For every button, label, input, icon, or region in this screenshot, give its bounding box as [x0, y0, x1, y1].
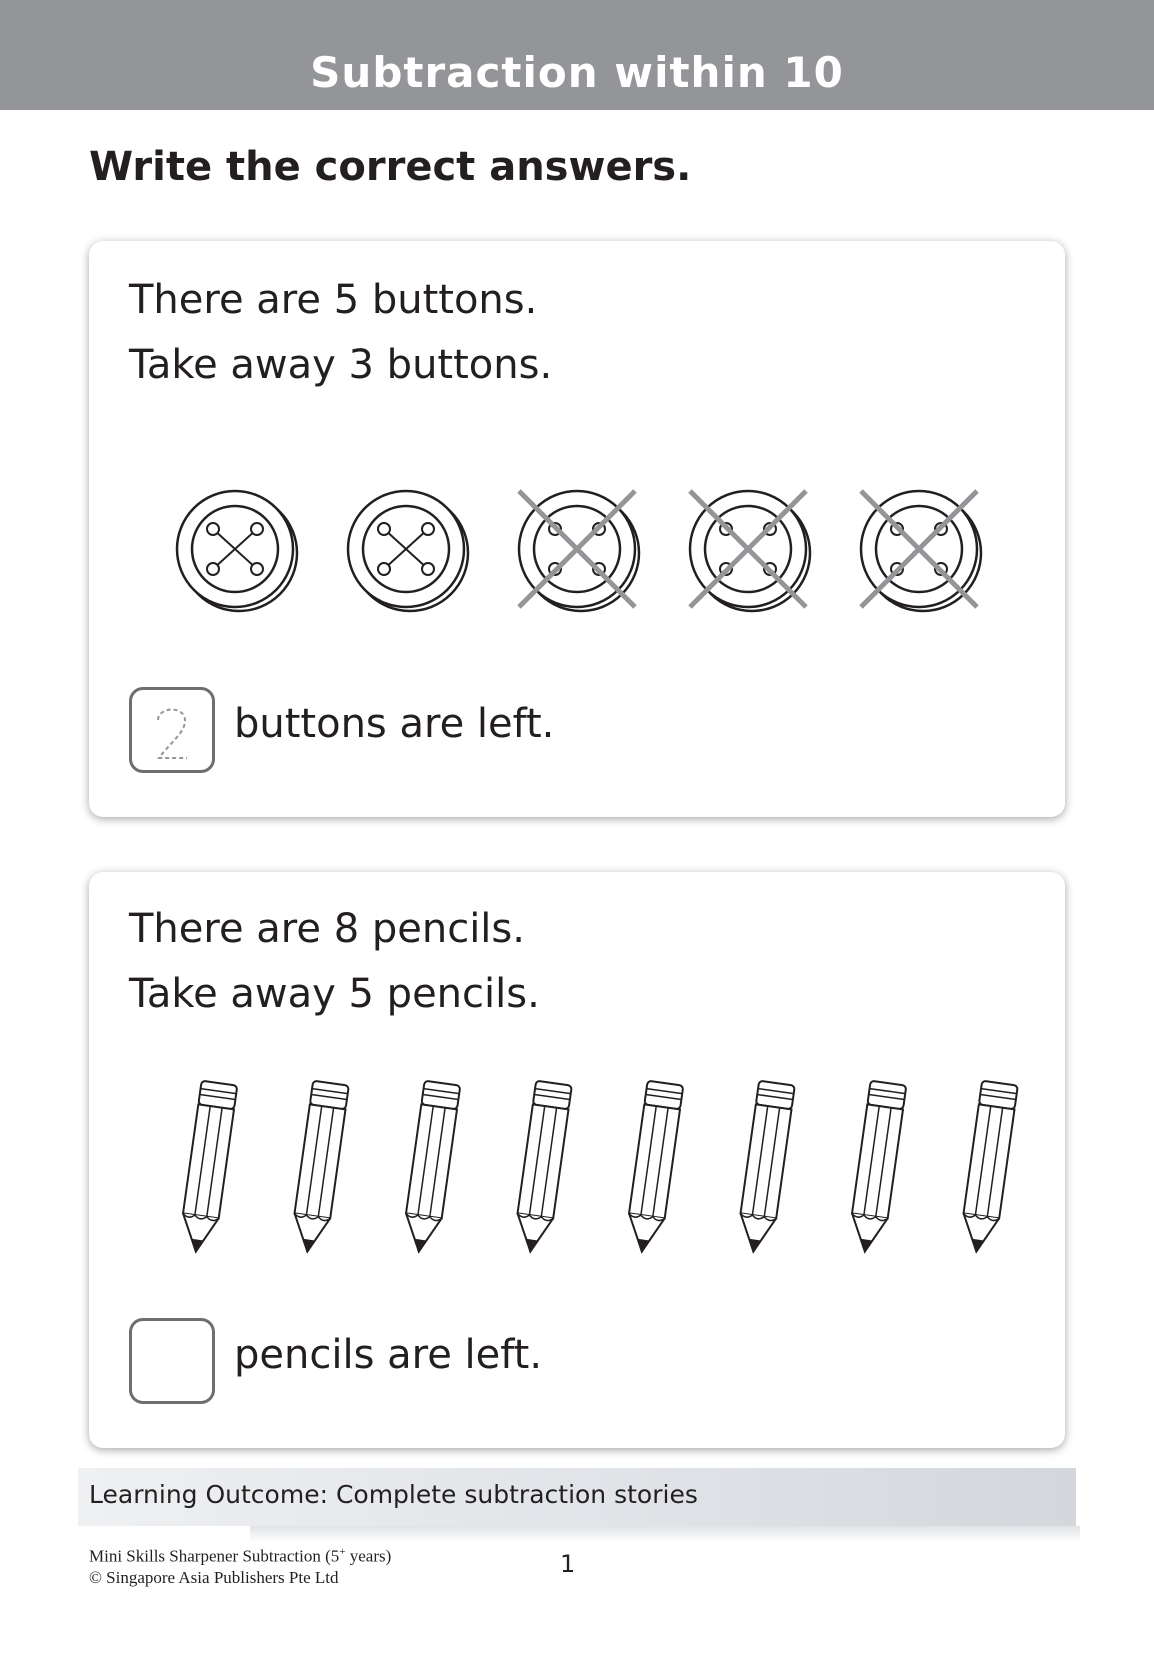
traced-number-2-icon: [132, 690, 212, 770]
button-icon: [348, 491, 468, 611]
page-title: Subtraction within 10: [310, 48, 844, 97]
learning-outcome: Learning Outcome: Complete subtraction stories: [89, 1480, 698, 1509]
page-number: 1: [560, 1550, 576, 1578]
question-card-pencils: [89, 872, 1065, 1448]
answer-box-pencils[interactable]: [129, 1318, 215, 1404]
button-icon: [861, 491, 981, 611]
button-icon: [177, 491, 297, 611]
button-icon: [690, 491, 810, 611]
pencil-icon: [178, 1081, 238, 1256]
question-line-2: Take away 3 buttons.: [129, 342, 553, 388]
book-title-end: years): [345, 1546, 392, 1566]
answer-suffix: buttons are left.: [234, 701, 555, 747]
answer-value: 2: [171, 745, 173, 746]
question-line-1: There are 8 pencils.: [129, 906, 525, 952]
answer-box-buttons[interactable]: [129, 687, 215, 773]
pencil-icon: [289, 1081, 349, 1256]
book-title: [89, 1546, 391, 1567]
pencil-icon: [847, 1081, 907, 1256]
book-title-text: Mini Skills Sharpener Subtraction (5: [89, 1546, 340, 1566]
answer-suffix: pencils are left.: [234, 1332, 543, 1378]
pencil-icon: [401, 1081, 461, 1256]
pencil-icon: [512, 1081, 572, 1256]
pencil-icon: [624, 1081, 684, 1256]
pencils-illustration: [89, 1072, 1065, 1272]
book-title-sup: +: [339, 1546, 346, 1558]
question-line-2: Take away 5 pencils.: [129, 971, 540, 1017]
pencil-icon: [735, 1081, 795, 1256]
button-icon: [519, 491, 639, 611]
question-card-buttons: [89, 241, 1065, 817]
publisher: © Singapore Asia Publishers Pte Ltd: [89, 1568, 339, 1587]
instruction-text: Write the correct answers.: [89, 144, 692, 190]
buttons-illustration: [89, 481, 1065, 621]
band-shadow: [250, 1526, 1080, 1542]
question-line-1: There are 5 buttons.: [129, 277, 538, 323]
pencil-icon: [958, 1081, 1018, 1256]
